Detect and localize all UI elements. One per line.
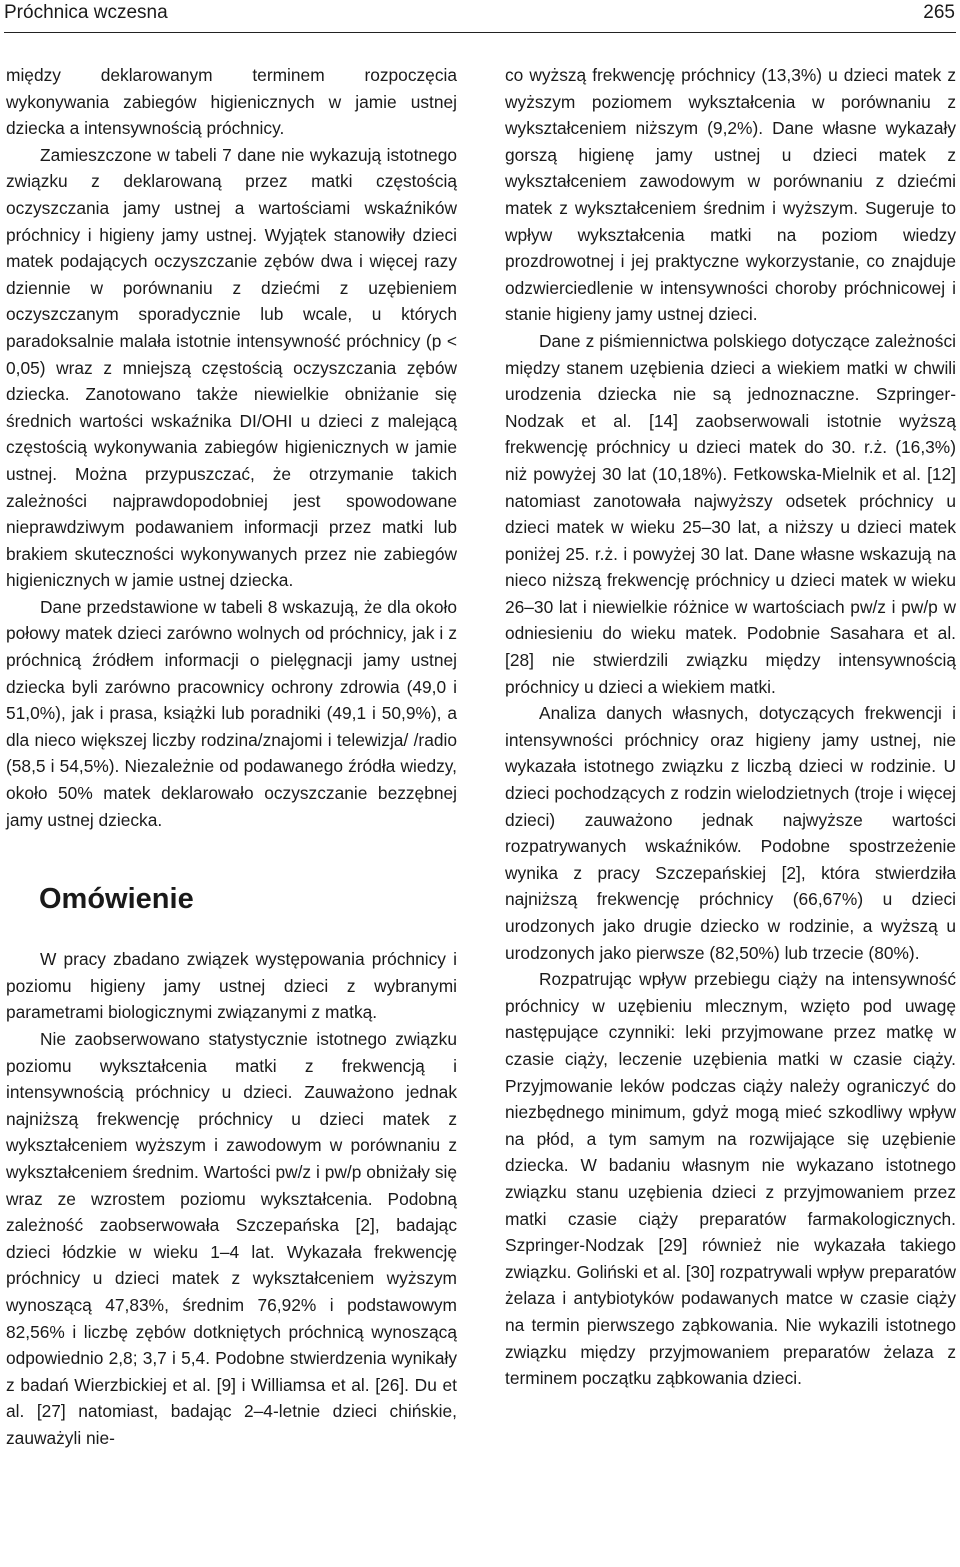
paragraph: Dane przedstawione w tabeli 8 wskazują, że dla około połowy matek dzieci zarówno wolnych od próchnicy, jak i z próchnicą źródłem informacji o pielęgnacji jamy ustnej dziecka byli zarówno pracownicy ochrony zdrowia (49,0 i 51,0%), jak i prasa, książki lub poradniki (49,1 i 50,9%), a dla nieco większej liczby rodzina/znajomi i telewizja/ /radio (58,5 i 54,5%). Niezależnie od podawanego źródła wiedzy, około 50% matek deklarowało oczyszczanie bezzębnej jamy ustnej dziecka. [6, 596, 457, 830]
paragraph: Rozpatrując wpływ przebiegu ciąży na intensywność próchnicy w uzębieniu mlecznym, wzięto pod uwagę następujące czynniki: leki przyjmowane przez matkę w czasie ciąży, leczenie uzębienia matki w czasie ciąży. Przyjmowanie leków podczas ciąży należy ograniczyć do niezbędnego minimum, gdyż mogą mieć szkodliwy wpływ na płód, a tym samym na rozwijające się uzębienie dziecka. W badaniu własnym nie wykazano istotnego związku stanu uzębienia dzieci z przyjmowaniem przez matki czasie ciąży preparatów farmakologicznych. Szpringer-Nodzak [29] również nie wykazała takiego związku. Goliński et al. [30] rozpatrywali wpływ preparatów żelaza i antybiotyków podawanych matce w czasie ciąży na termin pierwszego ząbkowania. Nie wykazili istotnego związku między przyjmowaniem preparatów żelaza z terminem początku ząbkowania dzieci. [505, 969, 956, 1389]
paragraph: co wyższą frekwencję próchnicy (13,3%) u dzieci matek z wyższym poziomem wykształcenia w porównaniu z wykształceniem niższym (9,2%). Dane własne wykazały gorszą higienę jamy ustnej u dzieci matek z wykształceniem zawodowym w porównaniu z dziećmi matek z wykształceniem średnim i wyższym. Sugeruje to wpływ wykształcenia matki na poziom wiedzy prozdrowotnej i jej praktyczne wykorzystanie, co znajduje odzwierciedlenie w intensywności choroby próchnicowej i stanie higieny jamy ustnej dzieci. [505, 65, 956, 325]
page-number: 265 [923, 2, 955, 23]
paragraph: W pracy zbadano związek występowania próchnicy i poziomu higieny jamy ustnej dzieci z wybranymi parametrami biologicznymi związanymi z matką. [6, 949, 457, 1023]
left-column [6, 62, 457, 1452]
paragraph: między deklarowanym terminem rozpoczęcia wykonywania zabiegów higienicznych w jamie ustnej dziecka a intensywnością próchnicy. [6, 65, 457, 139]
running-head: Próchnica wczesna [4, 2, 168, 23]
paragraph: Nie zaobserwowano statystycznie istotnego związku poziomu wykształcenia matki z frekwencją i intensywnością próchnicy u dzieci. Zauważono jednak najniższą frekwencję próchnicy u dzieci matek z wykształceniem wyższym i zawodowym w porównaniu z wykształceniem średnim. Wartości pw/z i pw/p obniżały się wraz ze wzrostem poziomu wykształcenia. Podobną zależność zaobserwowała Szczepańska [2], badając dzieci łódzkie w wieku 1–4 lat. Wykazała frekwencję próchnicy u dzieci matek z wykształceniem wyższym wynoszącą 47,83%, średnim 76,92% i podstawowym 82,56% i liczbę zębów dotkniętych próchnicą wynoszącą odpowiednio 2,8; 3,7 i 5,4. Podobne stwierdzenia wynikały z badań Wierzbickiej et al. [9] i Williamsa et al. [26]. Du et al. [27] natomiast, badając 2–4-letnie dzieci chińskie, zauważyli nie- [6, 1029, 457, 1448]
paragraph: Zamieszczone w tabeli 7 dane nie wykazują istotnego związku z deklarowaną przez matki częstością oczyszczania jamy ustnej a wartościami wskaźników próchnicy i higieny jamy ustnej. Wyjątek stanowiły dzieci matek podających oczyszczanie zębów dwa i więcej razy dziennie w porównaniu z dziećmi z uzębieniem oczyszczanym sporadycznie lub wcale, u których paradoksalnie malała istotnie intensywność próchnicy (p < 0,05) wraz z mniejszą częstością oczyszczania zębów dziecka. Zanotowano także niewielkie obniżanie się średnich wartości wskaźnika DI/OHI u dzieci z malejącą częstością wykonywania zabiegów higienicznych w jamie ustnej. Można przypuszczać, że otrzymanie takich zależności najprawdopodobniej jest spowodowane nieprawdziwym podawaniem informacji przez matki lub brakiem skuteczności wykonywanych przez nie zabiegów higienicznych w jamie ustnej dziecka. [6, 144, 457, 591]
page-header [0, 0, 960, 32]
right-column [505, 62, 956, 1392]
paragraph: Dane z piśmiennictwa polskiego dotyczące zależności między stanem uzębienia dzieci a wiekiem matki w chwili urodzenia dziecka nie są jednoznaczne. Szpringer-Nodzak et al. [14] zaobserwowali istotnie wyższą frekwencję próchnicy u dzieci matek do 30. r.ż. (16,3%) niż powyżej 30 lat (10,18%). Fetkowska-Mielnik et al. [12] natomiast zanotowała najwyższy odsetek próchnicy u dzieci matek w wieku 25–30 lat, a niższy u dzieci matek poniżej 25. r.ż. i powyżej 30 lat. Dane własne wskazują na nieco niższą frekwencję próchnicy u dzieci matek w wieku 26–30 lat i niewielkie różnice w wartościach pw/z i pw/p w odniesieniu do wieku matek. Podobnie Sasahara et al. [28] nie stwierdzili związku między intensywnością próchnicy u dzieci a wiekiem matki. [505, 330, 956, 697]
section-title: Omówienie [39, 883, 194, 916]
header-rule [4, 32, 956, 33]
paragraph: Analiza danych własnych, dotyczących frekwencji i intensywności próchnicy oraz higieny jamy ustnej, nie wykazała istotnego związku z liczbą dzieci w rodzinie. U dzieci pochodzących z rodzin wielodzietnych (troje i więcej dzieci) zauważono jednak najwyższe wartości rozpatrywanych wskaźników. Podobne spostrzeżenie wynika z pracy Szczepańskiej [2], która stwierdziła najniższą frekwencję próchnicy (66,67%) u dzieci urodzonych jako drugie dziecko w rodzinie, a wyższą u urodzonych jako pierwsze (82,50%) lub trzecie (80%). [505, 703, 956, 963]
